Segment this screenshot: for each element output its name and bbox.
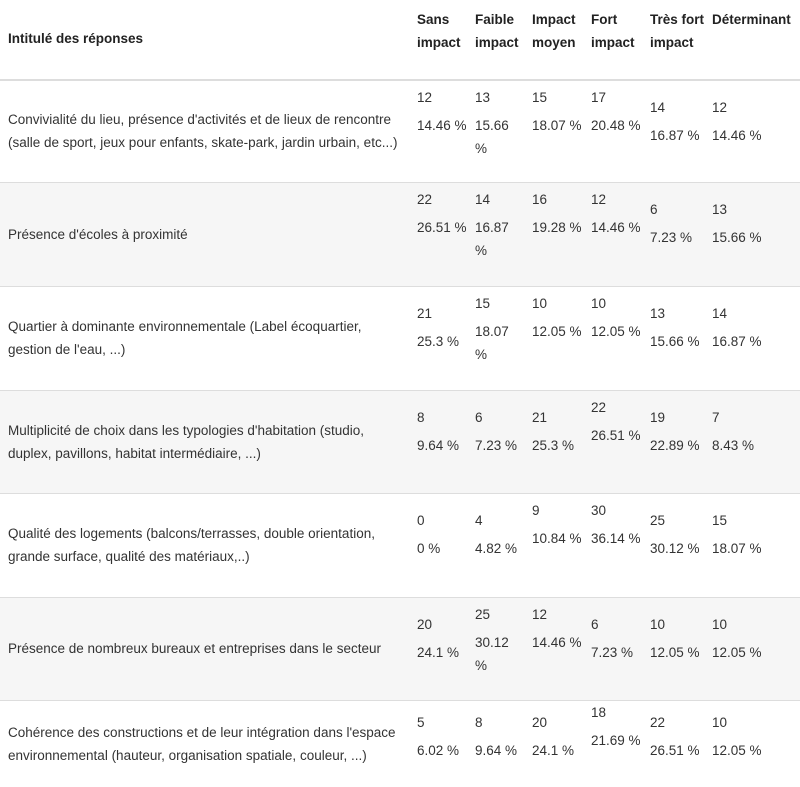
cell-impact-moyen (526, 493, 585, 597)
cell-percent: 22.89 % (650, 437, 700, 453)
cell-sans-impact (411, 597, 469, 700)
cell-count: 30 (591, 502, 607, 518)
cell-percent: 26.51 % (650, 742, 700, 758)
cell-percent: 16.87 % (475, 219, 509, 258)
cell-percent: 7.23 % (475, 437, 518, 453)
cell-count: 4 (475, 512, 483, 528)
cell-determinant (706, 493, 800, 597)
cell-fort-impact (585, 493, 644, 597)
cell-percent: 14.46 % (417, 118, 467, 133)
cell-determinant (706, 700, 800, 787)
header-tres-fort-impact: Très fort impact (644, 0, 706, 80)
cell-determinant (706, 182, 800, 286)
header-fort-impact: Fort impact (585, 0, 644, 80)
header-sans-impact: Sans impact (411, 0, 469, 80)
row-label: Quartier à dominante environnementale (Label écoquartier, gestion de l'eau, ...) (0, 286, 411, 390)
cell-count: 6 (475, 409, 483, 425)
cell-count: 8 (417, 409, 425, 425)
cell-count: 12 (417, 90, 433, 105)
cell-fort-impact (585, 390, 644, 493)
header-determinant: Déterminant (706, 0, 800, 80)
cell-count: 25 (650, 512, 666, 528)
cell-count: 14 (650, 100, 666, 115)
table-row (0, 597, 800, 700)
table-row (0, 390, 800, 493)
cell-count: 19 (650, 409, 666, 425)
cell-percent: 25.3 % (417, 333, 460, 349)
cell-fort-impact (585, 286, 644, 390)
cell-tres-fort-impact (644, 390, 706, 493)
cell-determinant (706, 80, 800, 182)
cell-count: 18 (591, 704, 607, 720)
header-impact-moyen: Impact moyen (526, 0, 585, 80)
cell-count: 12 (712, 100, 728, 115)
table-row (0, 286, 800, 390)
cell-percent: 7.23 % (591, 644, 634, 660)
cell-percent: 9.64 % (417, 437, 460, 453)
cell-percent: 15.66 % (650, 333, 700, 349)
cell-percent: 4.82 % (475, 540, 518, 556)
cell-percent: 0 % (417, 540, 441, 556)
cell-tres-fort-impact (644, 493, 706, 597)
cell-impact-moyen (526, 80, 585, 182)
cell-percent: 25.3 % (532, 437, 575, 453)
cell-fort-impact (585, 182, 644, 286)
cell-count: 21 (417, 305, 433, 321)
cell-percent: 12.05 % (712, 644, 762, 660)
cell-fort-impact (585, 80, 644, 182)
cell-impact-moyen (526, 390, 585, 493)
cell-percent: 8.43 % (712, 437, 755, 453)
cell-tres-fort-impact (644, 182, 706, 286)
cell-determinant (706, 286, 800, 390)
cell-percent: 24.1 % (417, 644, 460, 660)
cell-count: 14 (475, 191, 491, 207)
cell-count: 17 (591, 90, 607, 105)
cell-count: 15 (532, 90, 548, 105)
cell-percent: 14.46 % (532, 634, 582, 650)
cell-percent: 9.64 % (475, 742, 518, 758)
cell-count: 10 (650, 616, 666, 632)
cell-impact-moyen (526, 700, 585, 787)
cell-count: 12 (532, 606, 548, 622)
cell-faible-impact (469, 80, 526, 182)
cell-percent: 16.87 % (650, 128, 700, 143)
cell-faible-impact (469, 286, 526, 390)
row-label: Présence de nombreux bureaux et entreprises dans le secteur (0, 597, 411, 700)
cell-faible-impact (469, 493, 526, 597)
cell-count: 22 (591, 399, 607, 415)
cell-count: 14 (712, 305, 728, 321)
cell-count: 13 (475, 90, 491, 105)
cell-percent: 26.51 % (417, 219, 467, 235)
cell-percent: 26.51 % (591, 427, 641, 443)
cell-count: 13 (650, 305, 666, 321)
row-label: Multiplicité de choix dans les typologies d'habitation (studio, duplex, pavillons, habitat intermédiaire, ...) (0, 390, 411, 493)
cell-sans-impact (411, 390, 469, 493)
cell-percent: 15.66 % (475, 118, 509, 156)
cell-sans-impact (411, 700, 469, 787)
cell-tres-fort-impact (644, 80, 706, 182)
cell-faible-impact (469, 390, 526, 493)
header-row (0, 0, 800, 80)
cell-count: 10 (532, 295, 548, 311)
cell-count: 0 (417, 512, 425, 528)
cell-count: 15 (712, 512, 728, 528)
cell-count: 7 (712, 409, 720, 425)
cell-count: 8 (475, 714, 483, 730)
cell-impact-moyen (526, 182, 585, 286)
header-faible-impact: Faible impact (469, 0, 526, 80)
cell-percent: 12.05 % (650, 644, 700, 660)
row-label: Présence d'écoles à proximité (0, 182, 411, 286)
cell-count: 13 (712, 201, 728, 217)
cell-count: 10 (591, 295, 607, 311)
cell-count: 21 (532, 409, 548, 425)
cell-tres-fort-impact (644, 286, 706, 390)
cell-percent: 18.07 % (532, 118, 582, 133)
cell-percent: 10.84 % (532, 530, 582, 546)
table-row (0, 182, 800, 286)
cell-sans-impact (411, 80, 469, 182)
cell-count: 20 (532, 714, 548, 730)
cell-faible-impact (469, 597, 526, 700)
cell-percent: 20.48 % (591, 118, 641, 133)
cell-percent: 21.69 % (591, 732, 641, 748)
table-row (0, 80, 800, 182)
cell-sans-impact (411, 286, 469, 390)
cell-tres-fort-impact (644, 597, 706, 700)
cell-determinant (706, 390, 800, 493)
cell-count: 6 (650, 201, 658, 217)
cell-percent: 18.07 % (712, 540, 762, 556)
cell-count: 20 (417, 616, 433, 632)
cell-count: 6 (591, 616, 599, 632)
cell-percent: 12.05 % (712, 742, 762, 758)
cell-sans-impact (411, 493, 469, 597)
cell-count: 22 (650, 714, 666, 730)
cell-percent: 30.12 % (650, 540, 700, 556)
cell-percent: 16.87 % (712, 333, 762, 349)
cell-count: 15 (475, 295, 491, 311)
cell-impact-moyen (526, 286, 585, 390)
cell-count: 12 (591, 191, 607, 207)
cell-percent: 15.66 % (712, 229, 762, 245)
cell-count: 10 (712, 616, 728, 632)
cell-percent: 18.07 % (475, 323, 509, 362)
cell-count: 22 (417, 191, 433, 207)
table-row (0, 700, 800, 787)
cell-percent: 30.12 % (475, 634, 509, 673)
cell-sans-impact (411, 182, 469, 286)
cell-count: 16 (532, 191, 548, 207)
cell-faible-impact (469, 700, 526, 787)
row-label: Qualité des logements (balcons/terrasses, double orientation, grande surface, qualité des matériaux,..) (0, 493, 411, 597)
cell-count: 25 (475, 606, 491, 622)
cell-percent: 14.46 % (712, 128, 762, 143)
cell-percent: 19.28 % (532, 219, 582, 235)
cell-percent: 36.14 % (591, 530, 641, 546)
cell-percent: 24.1 % (532, 742, 575, 758)
cell-percent: 7.23 % (650, 229, 693, 245)
row-label: Convivialité du lieu, présence d'activités et de lieux de rencontre (salle de sport, jeux pour enfants, skate-park, jardin urbain, etc...) (8, 112, 398, 151)
cell-tres-fort-impact (644, 700, 706, 787)
cell-fort-impact (585, 597, 644, 700)
cell-percent: 6.02 % (417, 742, 460, 758)
cell-count: 9 (532, 502, 540, 518)
cell-count: 10 (712, 714, 728, 730)
row-label: Cohérence des constructions et de leur intégration dans l'espace environnemental (hauteur, organisation spatiale, couleur, ...) (0, 700, 411, 787)
cell-faible-impact (469, 182, 526, 286)
cell-impact-moyen (526, 597, 585, 700)
cell-percent: 12.05 % (591, 323, 641, 339)
table-row (0, 493, 800, 597)
cell-fort-impact (585, 700, 644, 787)
header-label: Intitulé des réponses (0, 0, 411, 80)
cell-determinant (706, 597, 800, 700)
cell-percent: 12.05 % (532, 323, 582, 339)
cell-percent: 14.46 % (591, 219, 641, 235)
cell-count: 5 (417, 714, 425, 730)
